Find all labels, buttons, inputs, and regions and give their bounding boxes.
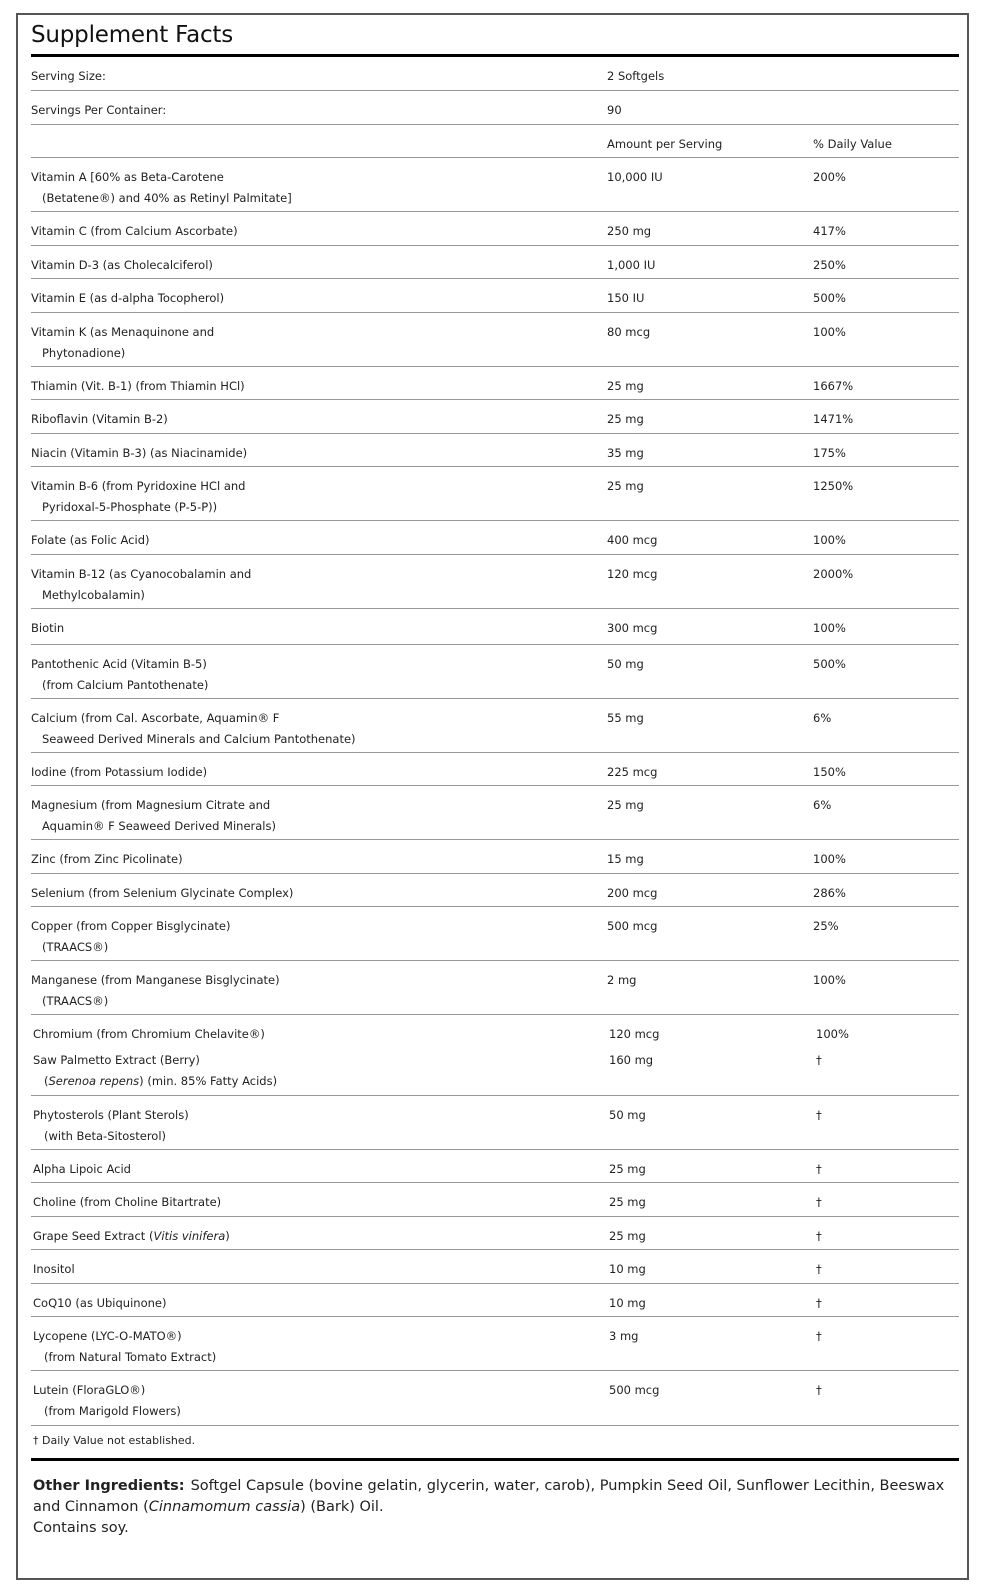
daily-value: † xyxy=(816,1383,822,1397)
nutrient-name-line1: Alpha Lipoic Acid xyxy=(33,1162,131,1176)
nutrient-name-line2: (Serenoa repens) (min. 85% Fatty Acids) xyxy=(44,1074,278,1088)
daily-value: 100% xyxy=(816,1027,849,1041)
nutrient-name-line2: (from Marigold Flowers) xyxy=(44,1404,181,1418)
daily-value: 500% xyxy=(813,291,846,305)
nutrient-row xyxy=(31,786,959,840)
nutrient-name-line2: (TRAACS®) xyxy=(42,940,109,954)
nutrient-name-line1: Selenium (from Selenium Glycinate Complex) xyxy=(31,886,294,900)
nutrient-name xyxy=(33,1380,593,1422)
nutrient-name xyxy=(31,883,591,904)
amount-per-serving: 55 mg xyxy=(607,711,644,725)
nutrient-name xyxy=(31,970,591,1012)
column-headers-row xyxy=(31,125,959,158)
row-value-dv: % Daily Value xyxy=(813,137,892,151)
nutrient-name xyxy=(31,409,591,430)
amount-per-serving: 225 mcg xyxy=(607,765,658,779)
nutrient-name-line1: Zinc (from Zinc Picolinate) xyxy=(31,852,183,866)
nutrient-row xyxy=(31,874,959,907)
daily-value: † xyxy=(816,1262,822,1276)
nutrient-name-line1: Copper (from Copper Bisglycinate) xyxy=(31,919,231,933)
amount-per-serving: 25 mg xyxy=(607,479,644,493)
nutrient-row xyxy=(31,158,959,212)
nutrient-row xyxy=(31,907,959,961)
amount-per-serving: 50 mg xyxy=(607,657,644,671)
daily-value: 100% xyxy=(813,325,846,339)
nutrient-name-line1: Vitamin B-6 (from Pyridoxine HCl and xyxy=(31,479,246,493)
nutrient-name-line2: (with Beta-Sitosterol) xyxy=(44,1129,167,1143)
nutrient-name-detail: (min. 85% Fatty Acids) xyxy=(143,1074,278,1088)
nutrient-name-line1: Manganese (from Manganese Bisglycinate) xyxy=(31,973,280,987)
nutrient-row xyxy=(31,279,959,313)
nutrient-name xyxy=(33,1326,593,1368)
nutrient-name-line2: Pyridoxal-5-Phosphate (P-5-P)) xyxy=(42,500,218,514)
nutrient-name: Chromium (from Chromium Chelavite®) xyxy=(33,1027,265,1041)
daily-value: 100% xyxy=(813,621,846,635)
nutrient-name-line2: Phytonadione) xyxy=(42,346,126,360)
nutrient-row xyxy=(31,212,959,246)
nutrient-name xyxy=(31,167,591,209)
amount-per-serving: 3 mg xyxy=(609,1329,639,1343)
nutrient-row xyxy=(31,367,959,400)
amount-per-serving: 500 mcg xyxy=(607,919,658,933)
bottom-rule xyxy=(31,1458,959,1461)
daily-value: † xyxy=(816,1053,822,1067)
nutrient-name-line1: Inositol xyxy=(33,1262,75,1276)
footnote: † Daily Value not established. xyxy=(33,1434,196,1447)
other-ingredients-italic: Cinnamomum cassia xyxy=(148,1499,301,1515)
nutrient-row xyxy=(31,521,959,555)
nutrient-name-line1: Vitamin C (from Calcium Ascorbate) xyxy=(31,224,238,238)
daily-value: 100% xyxy=(813,533,846,547)
nutrient-name-line2: Methylcobalamin) xyxy=(42,588,145,602)
amount-per-serving: 150 IU xyxy=(607,291,645,305)
nutrient-name xyxy=(33,1293,593,1314)
amount-per-serving: 300 mcg xyxy=(607,621,658,635)
nutrient-name xyxy=(31,708,591,750)
nutrient-row xyxy=(31,1250,959,1284)
amount-per-serving: 10 mg xyxy=(609,1262,646,1276)
daily-value: 200% xyxy=(813,170,846,184)
nutrient-row-saw-palmetto xyxy=(31,1041,959,1096)
amount-per-serving: 1,000 IU xyxy=(607,258,656,272)
botanical-name: Serenoa repens xyxy=(48,1074,140,1088)
nutrient-row xyxy=(31,840,959,874)
nutrient-row xyxy=(31,1317,959,1371)
amount-per-serving: 80 mcg xyxy=(607,325,651,339)
daily-value: 250% xyxy=(813,258,846,272)
nutrient-row xyxy=(31,1284,959,1317)
daily-value: † xyxy=(816,1108,822,1122)
nutrient-row xyxy=(31,753,959,786)
nutrient-row xyxy=(31,1371,959,1426)
nutrient-name-line1: Thiamin (Vit. B-1) (from Thiamin HCl) xyxy=(31,379,245,393)
amount-per-serving: 50 mg xyxy=(609,1108,646,1122)
amount-per-serving: 25 mg xyxy=(607,379,644,393)
amount-per-serving: 2 mg xyxy=(607,973,637,987)
amount-per-serving: 25 mg xyxy=(609,1229,646,1243)
other-ingredients-text: Softgel Capsule (bovine gelatin, glycerin, water, carob), Pumpkin Seed Oil, Sunflower Lecithin, Beeswax and Cinnamon ( xyxy=(33,1478,945,1515)
amount-per-serving: 25 mg xyxy=(607,798,644,812)
nutrient-name-line1: Choline (from Choline Bitartrate) xyxy=(33,1195,222,1209)
nutrient-name-line1: Biotin xyxy=(31,621,65,635)
panel-title: Supplement Facts xyxy=(31,22,234,48)
nutrient-row xyxy=(31,961,959,1015)
daily-value: 100% xyxy=(813,852,846,866)
nutrient-name-line1: Lycopene (LYC-O-MATO®) xyxy=(33,1329,182,1343)
nutrient-name-line1: Riboflavin (Vitamin B-2) xyxy=(31,412,168,426)
daily-value: 1250% xyxy=(813,479,854,493)
nutrient-row xyxy=(31,467,959,521)
nutrient-name xyxy=(31,916,591,958)
nutrient-name-line2: (TRAACS®) xyxy=(42,994,109,1008)
daily-value: 25% xyxy=(813,919,839,933)
nutrient-name xyxy=(33,1192,593,1213)
daily-value: † xyxy=(816,1162,822,1176)
amount-per-serving: 25 mg xyxy=(609,1195,646,1209)
nutrient-name xyxy=(33,1259,593,1280)
daily-value: 175% xyxy=(813,446,846,460)
nutrient-name xyxy=(31,849,591,870)
nutrient-name-part: ) xyxy=(225,1229,230,1243)
nutrient-name xyxy=(31,322,591,364)
daily-value: 500% xyxy=(813,657,846,671)
nutrient-row xyxy=(31,313,959,367)
nutrient-name-line1: CoQ10 (as Ubiquinone) xyxy=(33,1296,167,1310)
nutrient-name-line1: Vitamin E (as d-alpha Tocopherol) xyxy=(31,291,225,305)
nutrient-name xyxy=(33,1159,593,1180)
daily-value: † xyxy=(816,1296,822,1310)
servings-per-container-row xyxy=(31,91,959,125)
nutrient-row xyxy=(31,434,959,467)
nutrient-row xyxy=(31,699,959,753)
nutrient-name xyxy=(31,762,591,783)
botanical-name: Vitis vinifera xyxy=(153,1229,226,1243)
daily-value: † xyxy=(816,1329,822,1343)
nutrient-name xyxy=(31,795,591,837)
nutrient-name xyxy=(31,288,591,309)
nutrient-name xyxy=(31,618,591,639)
row-value: Amount per Serving xyxy=(607,137,723,151)
allergen-statement: Contains soy. xyxy=(33,1520,129,1536)
nutrient-name xyxy=(31,654,591,696)
nutrient-name-part: Grape Seed Extract ( xyxy=(33,1229,154,1243)
nutrient-name xyxy=(31,530,591,551)
daily-value: 1667% xyxy=(813,379,854,393)
nutrient-row xyxy=(31,1150,959,1183)
nutrient-name xyxy=(31,221,591,242)
amount-per-serving: 160 mg xyxy=(609,1053,654,1067)
daily-value: 100% xyxy=(813,973,846,987)
nutrient-row xyxy=(31,645,959,699)
daily-value: 417% xyxy=(813,224,846,238)
other-ingredients xyxy=(33,1476,953,1539)
amount-per-serving: 500 mcg xyxy=(609,1383,660,1397)
nutrient-name-line1: Saw Palmetto Extract (Berry) xyxy=(33,1053,200,1067)
nutrient-name-line2: Seaweed Derived Minerals and Calcium Pantothenate) xyxy=(42,732,356,746)
row-label: Servings Per Container: xyxy=(31,103,167,117)
nutrient-name xyxy=(31,476,591,518)
serving-size-row xyxy=(31,57,959,91)
daily-value: 6% xyxy=(813,798,832,812)
amount-per-serving: 10 mg xyxy=(609,1296,646,1310)
nutrient-name xyxy=(33,1050,593,1092)
nutrient-name xyxy=(33,1105,593,1147)
nutrient-name-line1: Phytosterols (Plant Sterols) xyxy=(33,1108,189,1122)
nutrient-row xyxy=(31,555,959,609)
nutrient-name xyxy=(31,376,591,397)
amount-per-serving: 200 mcg xyxy=(607,886,658,900)
nutrient-name-line1: Niacin (Vitamin B-3) (as Niacinamide) xyxy=(31,446,248,460)
nutrient-name-line2: Aquamin® F Seaweed Derived Minerals) xyxy=(42,819,276,833)
nutrient-row xyxy=(31,1217,959,1250)
nutrient-row xyxy=(31,609,959,645)
nutrient-row xyxy=(31,1096,959,1150)
daily-value: † xyxy=(816,1195,822,1209)
nutrient-name-line1: Iodine (from Potassium Iodide) xyxy=(31,765,208,779)
nutrient-name-line1: Vitamin K (as Menaquinone and xyxy=(31,325,215,339)
amount-per-serving: 25 mg xyxy=(609,1162,646,1176)
nutrient-name-line1: Calcium (from Cal. Ascorbate, Aquamin® F xyxy=(31,711,280,725)
nutrient-row xyxy=(31,400,959,434)
daily-value: 6% xyxy=(813,711,832,725)
row-value: 2 Softgels xyxy=(607,69,665,83)
nutrient-name-line1: Vitamin A [60% as Beta-Carotene xyxy=(31,170,224,184)
nutrient-name-line2: (from Calcium Pantothenate) xyxy=(42,678,209,692)
row-value: 90 xyxy=(607,103,622,117)
nutrient-name-line2: (from Natural Tomato Extract) xyxy=(44,1350,217,1364)
nutrient-name-line1: Vitamin B-12 (as Cyanocobalamin and xyxy=(31,567,252,581)
daily-value: 150% xyxy=(813,765,846,779)
nutrient-name-line2: (Betatene®) and 40% as Retinyl Palmitate] xyxy=(42,191,292,205)
daily-value: 1471% xyxy=(813,412,854,426)
nutrient-name-line1: Folate (as Folic Acid) xyxy=(31,533,150,547)
nutrient-name-line1: Lutein (FloraGLO®) xyxy=(33,1383,146,1397)
nutrient-name xyxy=(31,255,591,276)
nutrient-row xyxy=(31,246,959,279)
daily-value: 286% xyxy=(813,886,846,900)
other-ingredients-label: Other Ingredients: xyxy=(33,1478,185,1494)
nutrient-name xyxy=(31,443,591,464)
amount-per-serving: 120 mcg xyxy=(607,567,658,581)
nutrient-name-line1: Magnesium (from Magnesium Citrate and xyxy=(31,798,271,812)
amount-per-serving: 120 mcg xyxy=(609,1027,660,1041)
daily-value: † xyxy=(816,1229,822,1243)
nutrient-name-line1: Pantothenic Acid (Vitamin B-5) xyxy=(31,657,207,671)
nutrient-name xyxy=(33,1226,593,1247)
nutrient-row-chromium xyxy=(31,1015,959,1041)
row-label: Serving Size: xyxy=(31,69,106,83)
amount-per-serving: 10,000 IU xyxy=(607,170,663,184)
nutrient-name-line1: Vitamin D-3 (as Cholecalciferol) xyxy=(31,258,213,272)
amount-per-serving: 250 mg xyxy=(607,224,652,238)
amount-per-serving: 400 mcg xyxy=(607,533,658,547)
nutrient-row xyxy=(31,1183,959,1217)
amount-per-serving: 35 mg xyxy=(607,446,644,460)
amount-per-serving: 25 mg xyxy=(607,412,644,426)
amount-per-serving: 15 mg xyxy=(607,852,644,866)
daily-value: 2000% xyxy=(813,567,854,581)
nutrient-name xyxy=(31,564,591,606)
other-ingredients-text-end: ) (Bark) Oil. xyxy=(300,1499,384,1515)
